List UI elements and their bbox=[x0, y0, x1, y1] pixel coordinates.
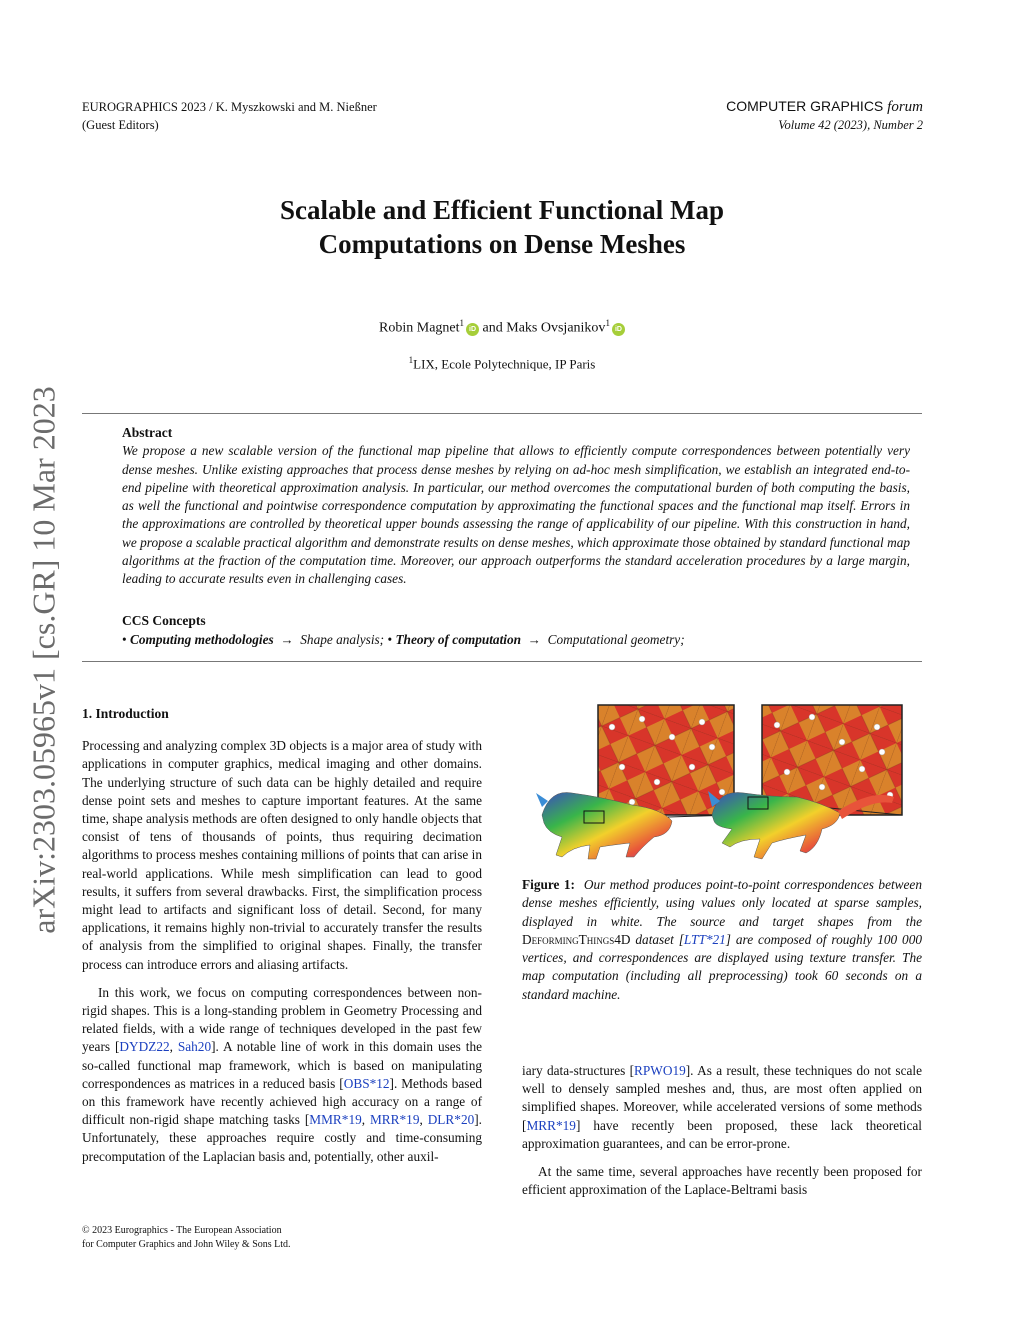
conference-line: EUROGRAPHICS 2023 / K. Myszkowski and M. Nießner bbox=[82, 100, 377, 114]
abstract-heading: Abstract bbox=[122, 425, 173, 440]
header-right bbox=[726, 97, 923, 134]
divider bbox=[82, 661, 922, 662]
introduction-section bbox=[82, 705, 482, 1176]
figure-label: Figure 1: bbox=[522, 877, 575, 892]
figure-1-image bbox=[522, 697, 922, 867]
ccs-heading: CCS Concepts bbox=[122, 613, 206, 628]
ccs-concepts: CCS Concepts • Computing methodologies → Shape analysis; • Theory of computation → Computational geometry; bbox=[122, 611, 910, 649]
section-heading: 1. Introduction bbox=[82, 706, 169, 721]
paragraph: iary data-structures [RPWO19]. As a result, these techniques do not scale well to densely sampled meshes and, thus, are most often applied on simplified shapes. Moreover, while accelerated versions of some methods [MRR*19] have recently been proposed, these lack theoretical approximation guarantees, and can be error-prone. bbox=[522, 1063, 922, 1151]
paragraph: Processing and analyzing complex 3D objects is a major area of study with applications in computer graphics, medical imaging and other domains. The underlying structure of such data can be highly detailed and require dense point sets and meshes to capture important features. At the same time, shape analysis methods are often designed to only handle objects that consist of tens of thousands of points, thus requiring decimation algorithms to process meshes containing millions of points that can arise in real-world applications. While mesh simplification can lead to good results, it suffers from several drawbacks. First, the simplification process might lead to artifacts and significant loss of detail. Second, for many applications, it remains highly non-trivial to accurately transfer the results of analysis from the simplified to original shapes. Finally, the transfer process can introduce errors and aliasing artifacts. bbox=[82, 738, 482, 972]
author-list: Robin Magnet$^1$iD and Maks Ovsjanikov$^1$iD bbox=[82, 318, 922, 337]
figure-illustration bbox=[522, 697, 922, 867]
divider bbox=[82, 413, 922, 414]
paragraph: At the same time, several approaches have recently been proposed for efficient approximation of the Laplace-Beltrami basis bbox=[522, 1164, 922, 1198]
journal-name: COMPUTER GRAPHICS forum bbox=[726, 98, 923, 115]
citation-link[interactable]: OBS*12 bbox=[343, 1075, 390, 1091]
journal-volume: Volume 42 (2023), Number 2 bbox=[778, 118, 923, 132]
citation-link[interactable]: MRR*19 bbox=[526, 1117, 576, 1133]
citation-link[interactable]: MRR*19 bbox=[369, 1112, 420, 1128]
citation-link[interactable]: DLR*20 bbox=[427, 1112, 475, 1128]
citation-link[interactable]: DYDZ22 bbox=[119, 1039, 170, 1055]
orcid-icon[interactable]: iD bbox=[612, 323, 625, 336]
author-name: Maks Ovsjanikov bbox=[506, 320, 606, 336]
header-left bbox=[82, 98, 377, 134]
citation-link[interactable]: LTT*21 bbox=[683, 931, 726, 947]
right-column-text bbox=[522, 1062, 922, 1209]
paper-title: Scalable and Efficient Functional Map Computations on Dense Meshes bbox=[279, 195, 725, 259]
citation-link[interactable]: MMR*19 bbox=[309, 1112, 362, 1128]
paragraph: In this work, we focus on computing correspondences between non-rigid shapes. This is a long-standing problem in Geometry Processing and related fields, with a wide range of techniques developed in the past few years [DYDZ22, Sah20]. A notable line of work in this domain uses the so-called functional map framework, which is based on manipulating correspondences as matrices in a reduced basis [OBS*12]. Methods based on this framework have recently achieved high accuracy on a range of difficult non-rigid shape matching tasks [MMR*19, MRR*19, DLR*20]. Unfortunately, these approaches require costly and time-consuming precomputation of the Laplacian basis and, potentially, other auxil- bbox=[82, 984, 483, 1164]
abstract bbox=[122, 424, 910, 589]
copyright-footer: © 2023 Eurographics - The European Association for Computer Graphics and John Wiley & Sons Ltd. bbox=[82, 1225, 291, 1250]
orcid-icon[interactable]: iD bbox=[466, 323, 479, 336]
citation-link[interactable]: Sah20 bbox=[177, 1039, 212, 1055]
guest-editors: (Guest Editors) bbox=[82, 118, 159, 132]
target-shape bbox=[708, 791, 894, 859]
citation-link[interactable]: RPWO19 bbox=[634, 1063, 686, 1078]
figure-1-caption: Figure 1: Our method produces point-to-point correspondences between dense meshes efficiently, using values only located at sparse samples, displayed in white. The source and target shapes from the DeformingThings4D dataset [LTT*21] are composed of roughly 100 000 vertices, and correspondences are displayed using texture transfer. The map computation (including all preprocessing) took 60 seconds on a standard machine. bbox=[522, 877, 923, 1002]
author-name: Robin Magnet bbox=[379, 320, 460, 336]
arxiv-stamp: arXiv:2303.05965v1 [cs.GR] 10 Mar 2023 bbox=[25, 386, 62, 934]
affiliation: $^1$LIX, Ecole Polytechnique, IP Paris bbox=[408, 355, 596, 372]
abstract-text: We propose a new scalable version of the functional map pipeline that allows to efficiently compute correspondences between potentially very dense meshes. Unlike existing approaches that process dense meshes by relying on ad-hoc mesh simplification, we establish an integrated end-to-end pipeline with theoretical approximation analysis. In particular, our method overcomes the computational burden of both computing the basis, as well the functional and pointwise correspondence computation by approximating the functional spaces and the functional map itself. Errors in the approximations are controlled by theoretical upper bounds assessing the range of applicability of our pipeline. With this construction in hand, we propose a scalable practical algorithm and demonstrate results on dense meshes, which approximate those obtained by standard functional map algorithms at the fraction of the computation time. Moreover, our approach outperforms the standard acceleration procedures by a large margin, leading to accurate results even in challenging cases. bbox=[122, 443, 910, 587]
